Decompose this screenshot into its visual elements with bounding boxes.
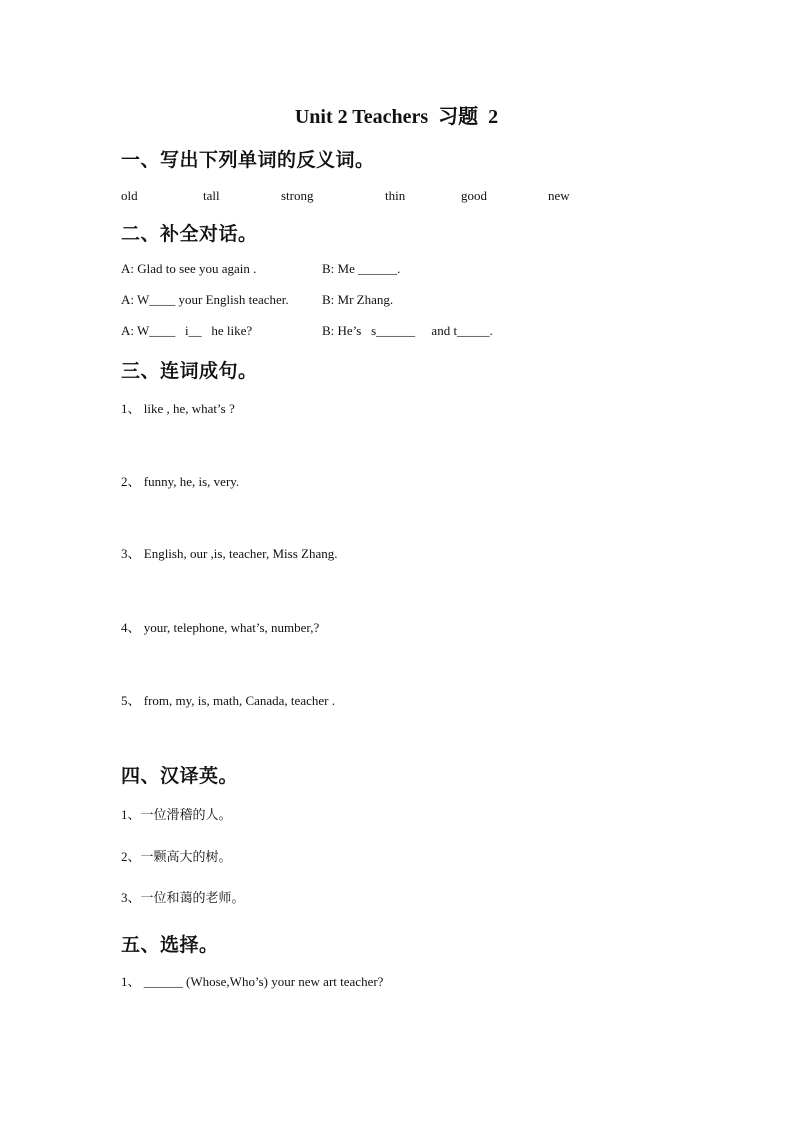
sentence-item-5: 5、 from, my, is, math, Canada, teacher . <box>121 693 335 708</box>
sentence-item-1: 1、 like , he, what’s ? <box>121 401 235 416</box>
translation-item-2: 2、一颗高大的树。 <box>121 849 232 864</box>
dialog-row-2 <box>121 292 672 308</box>
sentence-item-2: 2、 funny, he, is, very. <box>121 474 240 489</box>
antonym-word-strong: strong <box>281 188 314 203</box>
dialog-speaker-a: A: W____ your English teacher. <box>121 292 289 307</box>
section5-heading: 五、选择。 <box>121 934 219 956</box>
section1-heading: 一、写出下列单词的反义词。 <box>121 149 375 171</box>
worksheet-content <box>0 104 793 990</box>
translation-item-1: 1、一位滑稽的人。 <box>121 807 232 822</box>
dialog-speaker-a: A: Glad to see you again . <box>121 261 257 276</box>
dialog-speaker-b: B: Me ______. <box>322 261 401 276</box>
antonym-words-row <box>121 188 672 204</box>
antonym-word-new: new <box>548 188 570 203</box>
dialog-speaker-a: A: W____ i__ he like? <box>121 323 253 338</box>
dialog-row-3 <box>121 323 672 339</box>
sentence-item-3: 3、 English, our ,is, teacher, Miss Zhang. <box>121 546 338 561</box>
translation-item-3: 3、一位和蔼的老师。 <box>121 890 245 905</box>
dialog-row-1 <box>121 261 672 277</box>
page-title: Unit 2 Teachers 习题 2 <box>294 106 499 128</box>
dialog-speaker-b: B: Mr Zhang. <box>322 292 394 307</box>
choice-item-1: 1、 ______ (Whose,Who’s) your new art teacher? <box>121 974 384 989</box>
antonym-word-thin: thin <box>385 188 406 203</box>
section4-heading: 四、汉译英。 <box>121 765 239 787</box>
sentence-item-4: 4、 your, telephone, what’s, number,? <box>121 620 320 635</box>
antonym-word-tall: tall <box>203 188 220 203</box>
dialog-speaker-b: B: He’s s______ and t_____. <box>322 323 493 338</box>
section2-heading: 二、补全对话。 <box>121 223 258 245</box>
section3-heading: 三、连词成句。 <box>121 360 258 382</box>
antonym-word-old: old <box>121 188 138 203</box>
antonym-word-good: good <box>461 188 487 203</box>
